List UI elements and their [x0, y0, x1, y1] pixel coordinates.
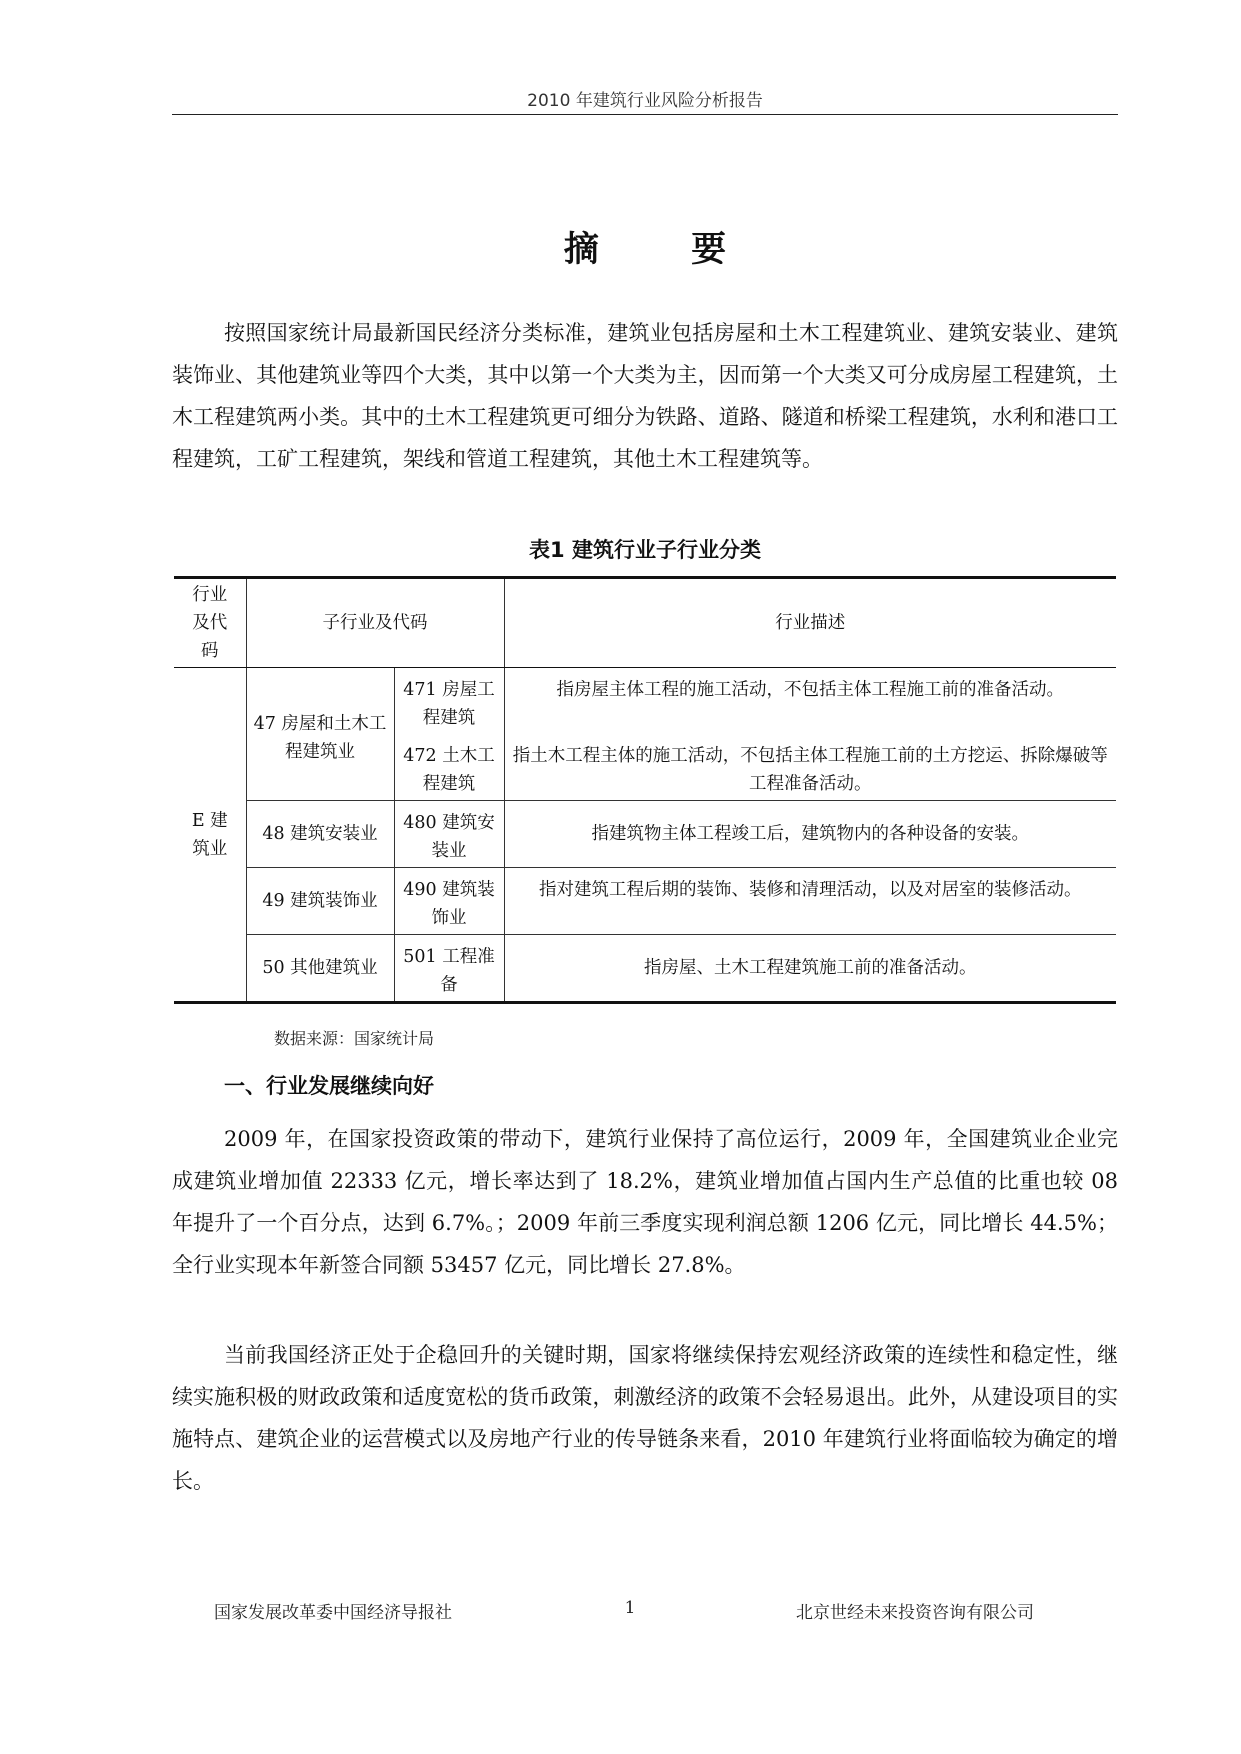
table-source-note: 数据来源：国家统计局 [274, 1029, 435, 1048]
subindustry-cell: 50 其他建筑业 [246, 935, 394, 1003]
section-heading: 一、行业发展继续向好 [224, 1074, 434, 1098]
header-rule [172, 114, 1118, 115]
code-cell: 480 建筑安装业 [394, 801, 504, 868]
subindustry-table [174, 576, 1116, 1004]
code-cell: 490 建筑装饰业 [394, 868, 504, 935]
page-title: 摘 要 [563, 230, 767, 270]
header-subindustry: 子行业及代码 [246, 578, 504, 668]
code-cell: 501 工程准备 [394, 935, 504, 1003]
description-cell: 指房屋主体工程的施工活动，不包括主体工程施工前的准备活动。 [504, 668, 1116, 735]
header-industry: 行业及代码 [174, 578, 246, 668]
footer-company: 北京世经未来投资咨询有限公司 [796, 1603, 1034, 1623]
subindustry-cell: 49 建筑装饰业 [246, 868, 394, 935]
table-row [174, 668, 1116, 735]
footer-publisher: 国家发展改革委中国经济导报社 [214, 1603, 452, 1623]
header-description: 行业描述 [504, 578, 1116, 668]
industry-cell: E 建筑业 [174, 668, 246, 1003]
growth-paragraph: 2009 年，在国家投资政策的带动下，建筑行业保持了高位运行，2009 年，全国建筑业企业完成建筑业增加值 22333 亿元，增长率达到了 18.2%，建筑业增加值占国内生产总值的比重也较 08 年提升了一个百分点，达到 6.7%。；2009 年前三季度实现利润总额 1206 亿元，同比增长 44.5%；全行业实现本年新签合同额 53457 亿元，同比增长 27.8%。 [172, 1127, 1118, 1277]
table-caption: 表1 建筑行业子行业分类 [529, 538, 761, 562]
table-header-row [174, 578, 1116, 668]
subindustry-cell: 47 房屋和土木工程建筑业 [246, 668, 394, 801]
running-header: 2010 年建筑行业风险分析报告 [527, 91, 763, 111]
description-cell: 指对建筑工程后期的装饰、装修和清理活动，以及对居室的装修活动。 [504, 868, 1116, 935]
intro-paragraph: 按照国家统计局最新国民经济分类标准，建筑业包括房屋和土木工程建筑业、建筑安装业、建筑装饰业、其他建筑业等四个大类，其中以第一个大类为主，因而第一个大类又可分成房屋工程建筑，土木工程建筑两小类。其中的土木工程建筑更可细分为铁路、道路、隧道和桥梁工程建筑，水利和港口工程建筑，工矿工程建筑，架线和管道工程建筑，其他土木工程建筑等。 [172, 321, 1118, 471]
page-number: 1 [624, 1598, 636, 1618]
description-cell: 指土木工程主体的施工活动，不包括主体工程施工前的土方挖运、拆除爆破等工程准备活动。 [504, 734, 1116, 801]
description-cell: 指建筑物主体工程竣工后，建筑物内的各种设备的安装。 [504, 801, 1116, 868]
table-row [174, 935, 1116, 1003]
code-cell: 472 土木工程建筑 [394, 734, 504, 801]
subindustry-cell: 48 建筑安装业 [246, 801, 394, 868]
table-row [174, 801, 1116, 868]
code-cell: 471 房屋工程建筑 [394, 668, 504, 735]
description-cell: 指房屋、土木工程建筑施工前的准备活动。 [504, 935, 1116, 1003]
table-row [174, 868, 1116, 935]
outlook-paragraph: 当前我国经济正处于企稳回升的关键时期，国家将继续保持宏观经济政策的连续性和稳定性，继续实施积极的财政政策和适度宽松的货币政策，刺激经济的政策不会轻易退出。此外，从建设项目的实施特点、建筑企业的运营模式以及房地产行业的传导链条来看，2010 年建筑行业将面临较为确定的增长。 [172, 1343, 1118, 1493]
